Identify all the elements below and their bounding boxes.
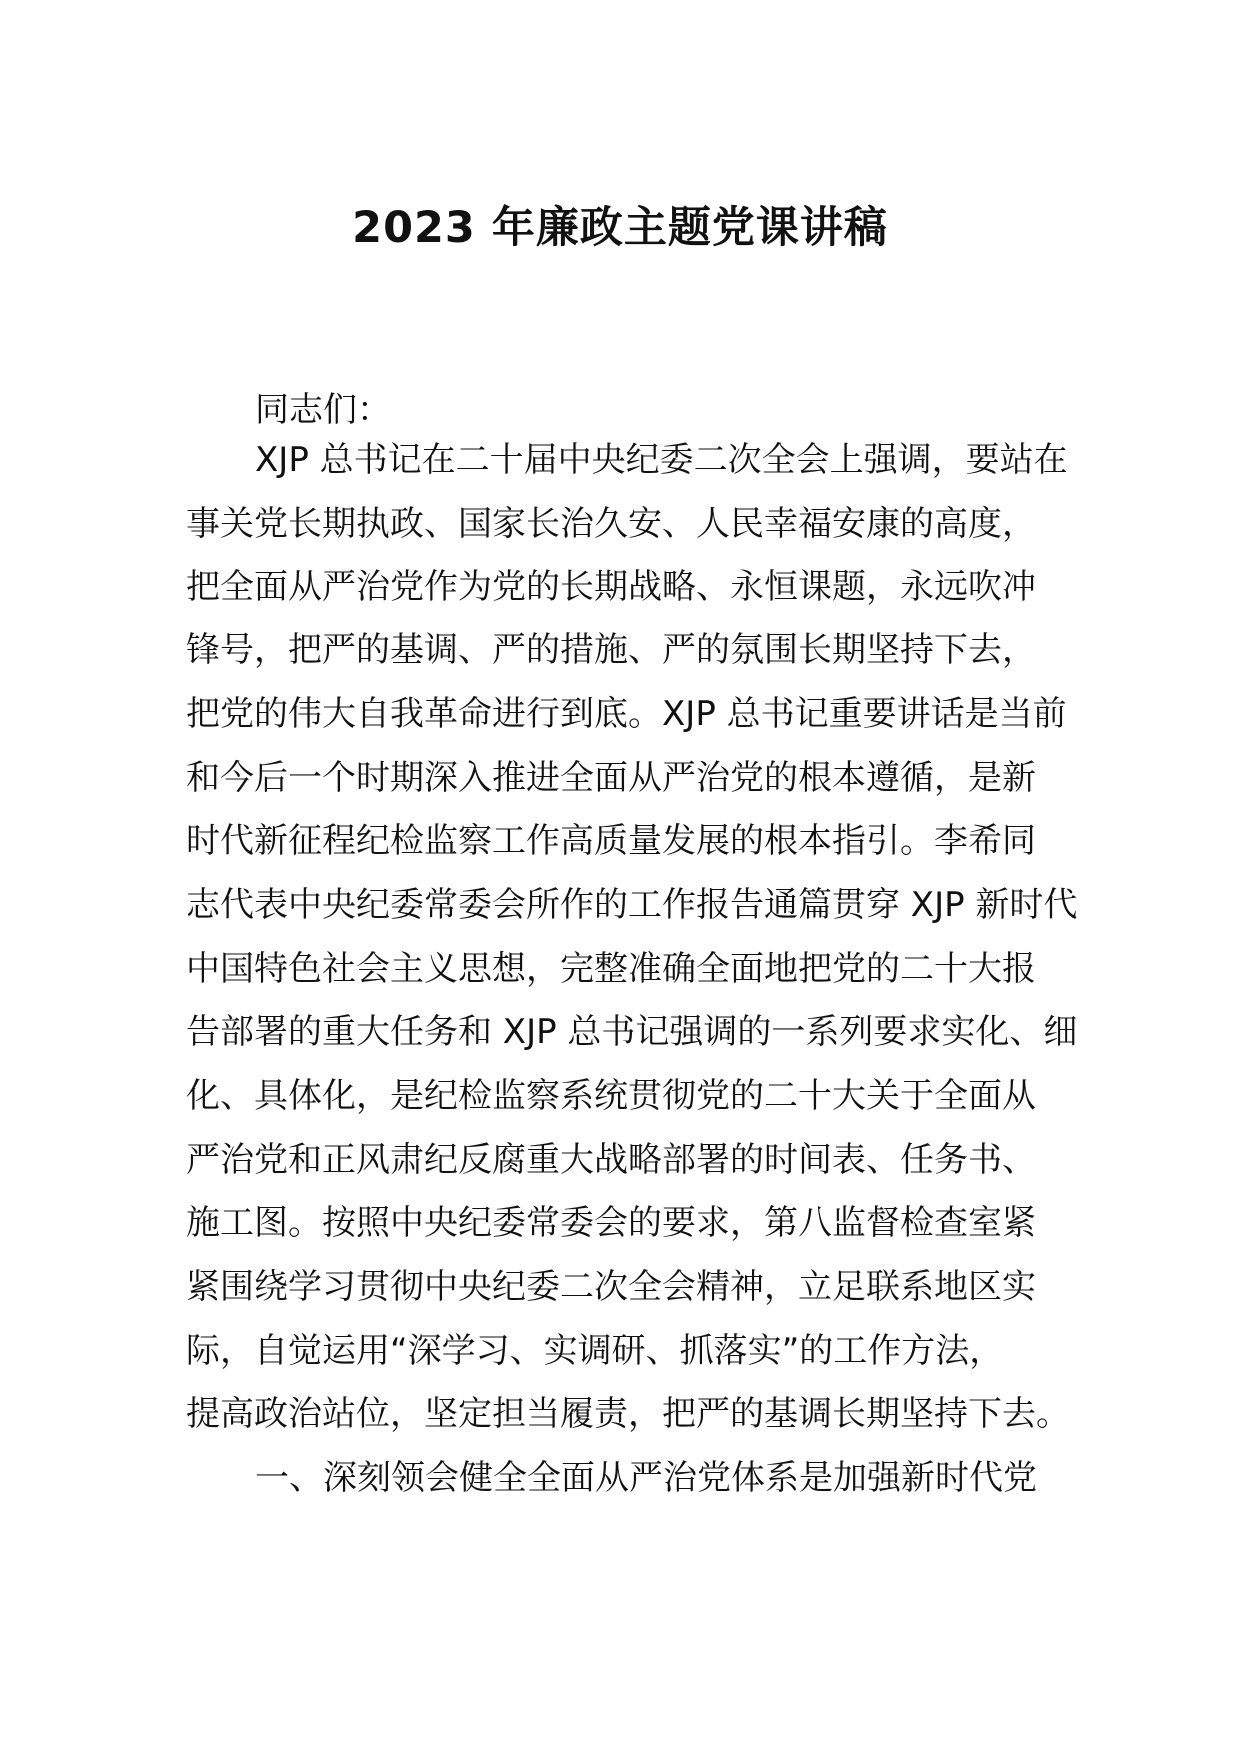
paragraph-line: 中国特色社会主义思想，完整准确全面地把党的二十大报 (186, 949, 1036, 989)
paragraph-line: 紧围绕学习贯彻中央纪委二次全会精神，立足联系地区实 (186, 1267, 1036, 1307)
paragraph-line: 志代表中央纪委常委会所作的工作报告通篇贯穿 XJP 新时代 (186, 885, 1078, 925)
paragraph-line: 提高政治站位，坚定担当履责，把严的基调长期坚持下去。 (186, 1394, 1070, 1434)
paragraph-line: XJP 总书记在二十届中央纪委二次全会上强调，要站在 (255, 440, 1068, 480)
paragraph-line: 和今后一个时期深入推进全面从严治党的根本遵循，是新 (186, 758, 1036, 798)
paragraph-line: 施工图。按照中央纪委常委会的要求，第八监督检查室紧 (186, 1203, 1036, 1243)
paragraph-line: 把党的伟大自我革命进行到底。XJP 总书记重要讲话是当前 (186, 694, 1067, 734)
paragraph-line: 锋号，把严的基调、严的措施、严的氛围长期坚持下去， (186, 630, 1036, 670)
section-heading-line: 一、深刻领会健全全面从严治党体系是加强新时代党 (255, 1458, 1037, 1498)
paragraph-line: 严治党和正风肃纪反腐重大战略部署的时间表、任务书、 (186, 1140, 1036, 1180)
paragraph-line: 把全面从严治党作为党的长期战略、永恒课题，永远吹冲 (186, 567, 1036, 607)
paragraph-line: 时代新征程纪检监察工作高质量发展的根本指引。李希同 (186, 821, 1036, 861)
paragraph-line: 化、具体化，是纪检监察系统贯彻党的二十大关于全面从 (186, 1076, 1036, 1116)
document-title: 2023 年廉政主题党课讲稿 (352, 203, 888, 253)
paragraph-line: 际，自觉运用“深学习、实调研、抓落实”的工作方法， (186, 1331, 1004, 1371)
paragraph-line: 事关党长期执政、国家长治久安、人民幸福安康的高度， (186, 504, 1036, 544)
salutation-line: 同志们： (255, 390, 391, 430)
paragraph-line: 告部署的重大任务和 XJP 总书记强调的一系列要求实化、细 (186, 1012, 1078, 1052)
